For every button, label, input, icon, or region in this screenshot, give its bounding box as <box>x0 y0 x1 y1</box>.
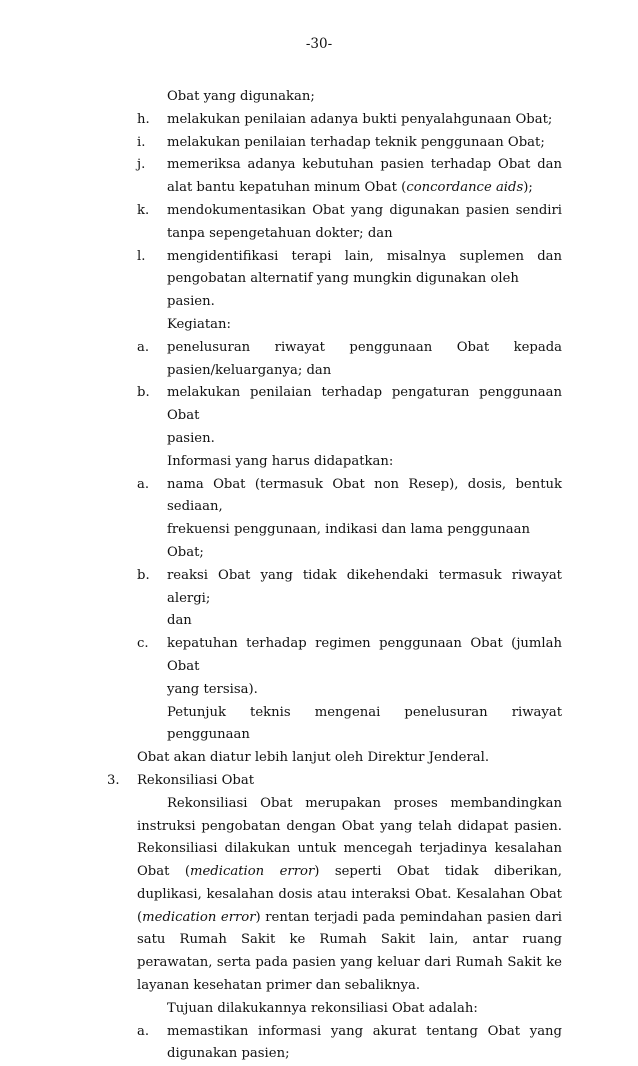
list-item <box>0 86 638 109</box>
list-item-line: dan <box>167 613 192 629</box>
list-item <box>0 154 638 200</box>
list-item-line: memeriksa adanya kebutuhan pasien terhadap Obat dan <box>167 157 562 173</box>
list-marker: h. <box>137 111 150 127</box>
list-item <box>0 109 638 132</box>
italic-term: concordance aids <box>406 180 524 196</box>
list-marker: l. <box>137 248 146 264</box>
section-paragraph: Rekonsiliasi Obat merupakan proses membandingkan instruksi pengobatan dengan Obat yang telah didapat pasien. Rekonsiliasi dilakukan untuk mencegah terjadinya kesalahan Obat (medication error) seperti Obat tidak diberikan, duplikasi, kesalahan dosis atau interaksi Obat. Kesalahan Obat (medication error) rentan terjadi pada pemindahan pasien dari satu Rumah Sakit ke Rumah Sakit lain, antar ruang perawatan, serta pada pasien yang keluar dari Rumah Sakit ke layanan kesehatan primer dan sebaliknya. <box>137 795 562 994</box>
list-item-line: mendokumentasikan Obat yang digunakan pasien sendiri <box>167 202 562 218</box>
list-item-line: tanpa sepengetahuan dokter; dan <box>167 225 393 241</box>
list-item <box>0 246 638 314</box>
list-item-line: pasien. <box>167 430 215 446</box>
paragraph-line: Petunjuk teknis mengenai penelusuran riwayat penggunaan <box>167 704 562 743</box>
list-marker: a. <box>137 476 150 492</box>
list-item-line: memastikan informasi yang akurat tentang Obat yang <box>167 1023 562 1039</box>
subheading <box>0 451 638 474</box>
list-item-line: yang tersisa). <box>167 681 258 697</box>
list-item <box>0 565 638 633</box>
list-item <box>0 132 638 155</box>
list-item <box>0 633 638 701</box>
list-item-line: melakukan penilaian terhadap pengaturan penggunaan Obat <box>167 385 562 424</box>
list-item-line: pasien/keluarganya; dan <box>167 362 332 378</box>
list-marker: b. <box>137 385 150 401</box>
list-item-text: melakukan penilaian terhadap teknik penggunaan Obat; <box>167 134 545 150</box>
list-item-line: nama Obat (termasuk Obat non Resep), dosis, bentuk sediaan, <box>167 476 562 515</box>
list-item-text: Obat yang digunakan; <box>167 89 315 104</box>
page-number: -30- <box>305 36 333 52</box>
list-marker: j. <box>137 157 146 173</box>
paragraph <box>0 702 638 770</box>
informasi-heading: Informasi yang harus didapatkan: <box>167 453 394 469</box>
list-item <box>0 1021 638 1066</box>
list-marker: a. <box>137 1023 150 1039</box>
list-marker: a. <box>137 339 150 355</box>
subheading <box>0 998 638 1021</box>
list-item-line: kepatuhan terhadap regimen penggunaan Obat (jumlah Obat <box>167 636 562 674</box>
list-marker: k. <box>137 202 150 218</box>
list-item-line: reaksi Obat yang tidak dikehendaki termasuk riwayat alergi; <box>167 567 562 606</box>
list-item-line: penelusuran riwayat penggunaan Obat kepada <box>167 339 562 355</box>
list-item-line: alat bantu kepatuhan minum Obat (concordance aids); <box>167 180 533 196</box>
italic-term: medication error <box>190 864 315 880</box>
tujuan-heading: Tujuan dilakukannya rekonsiliasi Obat adalah: <box>167 1000 478 1016</box>
list-item <box>0 200 638 246</box>
list-item-line: pengobatan alternatif yang mungkin digunakan oleh pasien. <box>167 271 519 310</box>
list-item-line: mengidentifikasi terapi lain, misalnya suplemen dan <box>167 248 562 264</box>
section-number: 3. <box>107 772 120 788</box>
list-marker: i. <box>137 134 146 150</box>
paragraph <box>0 793 638 998</box>
list-item <box>0 474 638 565</box>
section-heading <box>0 770 638 793</box>
list-item-text: melakukan penilaian adanya bukti penyalahgunaan Obat; <box>167 111 553 127</box>
list-item-line: frekuensi penggunaan, indikasi dan lama penggunaan Obat; <box>167 522 531 560</box>
kegiatan-heading: Kegiatan: <box>167 316 231 332</box>
italic-term: medication error <box>142 909 256 925</box>
paragraph-line: Obat akan diatur lebih lanjut oleh Direktur Jenderal. <box>137 750 490 766</box>
subheading <box>0 314 638 337</box>
list-marker: b. <box>137 567 150 583</box>
list-marker: c. <box>137 636 149 652</box>
document-body <box>0 86 638 1066</box>
list-item-line: digunakan pasien; <box>167 1046 290 1062</box>
list-item <box>0 382 638 450</box>
list-item <box>0 337 638 383</box>
section-title: Rekonsiliasi Obat <box>137 772 255 788</box>
